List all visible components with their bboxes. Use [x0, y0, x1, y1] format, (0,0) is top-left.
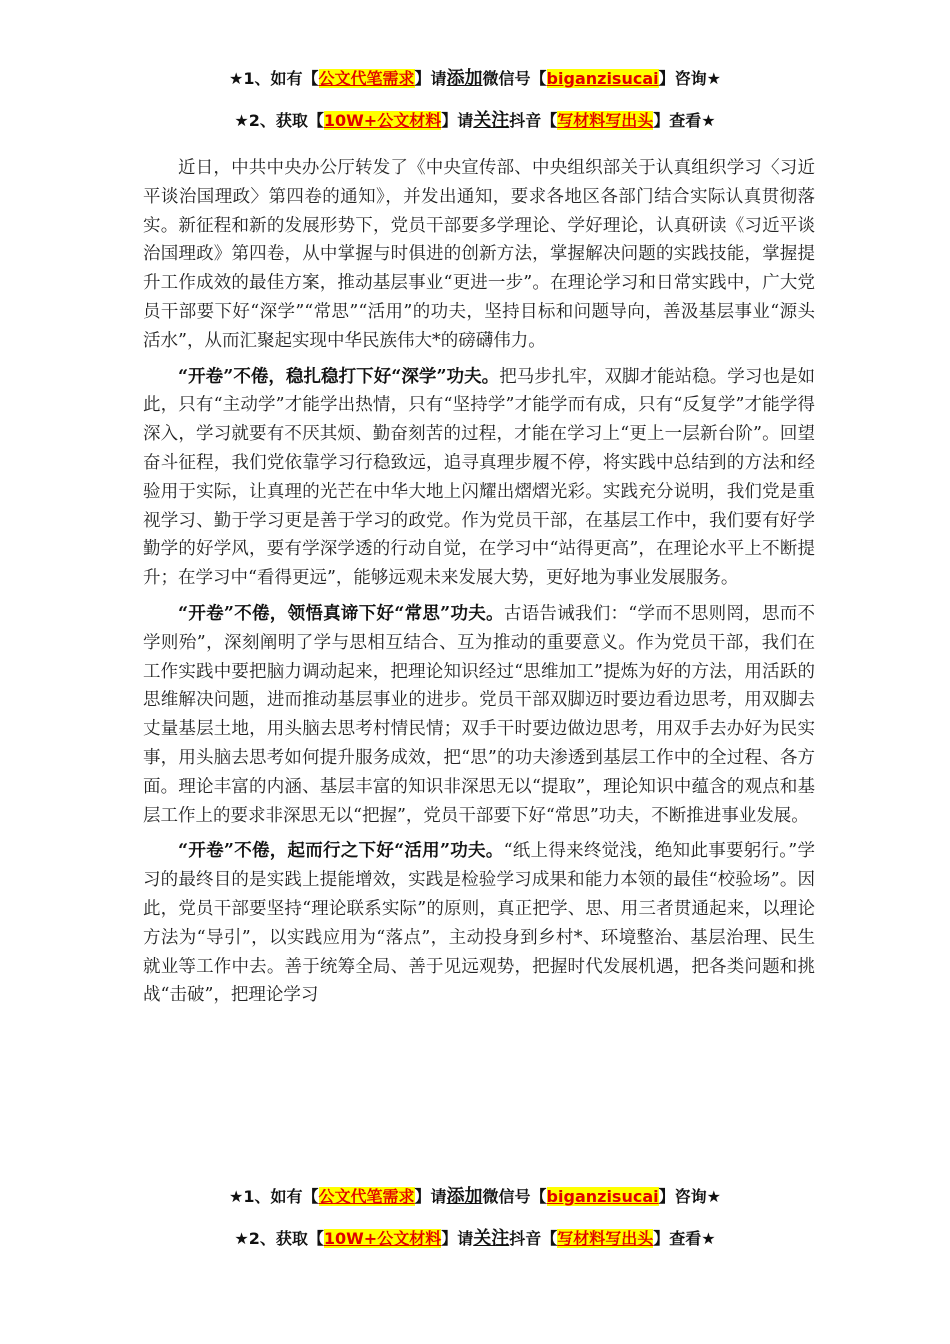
- paragraph-text: 把马步扎牢，双脚才能站稳。学习也是如此，只有“主动学”才能学出热情，只有“坚持学”才能学而有成，只有“反复学”才能学得深入，学习就要有不厌其烦、勤奋刻苦的过程，才能在学习上“更上一层新台阶”。回望奋斗征程，我们党依靠学习行稳致远，追寻真理步履不停，将实践中总结到的方法和经验用于实际，让真理的光芒在中华大地上闪耀出熠熠光彩。实践充分说明，我们党是重视学习、勤于学习更是善于学习的政党。作为党员干部，在基层工作中，我们要有好学勤学的好学风，要有学深学透的行动自觉，在学习中“站得更高”，在理论水平上不断提升；在学习中“看得更远”，能够远观未来发展大势，更好地为事业发展服务。: [143, 366, 815, 589]
- banner-text: 微信号【: [482, 1187, 547, 1206]
- paragraph-lead: “开卷”不倦，起而行之下好“活用”功夫。: [178, 841, 504, 862]
- banner-text: 】请: [414, 69, 447, 88]
- banner-highlight: 公文代笔需求: [318, 69, 415, 88]
- header-banner-line-2: [0, 110, 950, 132]
- paragraph-text: “纸上得来终觉浅，绝知此事要躬行。”学习的最终目的是实践上提能增效，实践是检验学习成果和能力本领的最佳“校验场”。因此，党员干部要坚持“理论联系实际”的原则，真正把学、思、用三者贯通起来，以理论方法为“导引”，以实践应用为“落点”，主动投身到乡村*、环境整治、基层治理、民生就业等工作中去。善于统筹全局、善于见远观势，把握时代发展机遇，把各类问题和挑战“击破”，把理论学习: [143, 841, 815, 1006]
- banner-text: 】咨询★: [658, 69, 721, 88]
- article-body: [143, 154, 815, 1017]
- banner-highlight: 10W+公文材料: [323, 1229, 442, 1248]
- banner-text: 】请: [414, 1187, 447, 1206]
- header-banner-line-1: [0, 68, 950, 90]
- banner-text: 】咨询★: [658, 1187, 721, 1206]
- footer-banner-line-1: [0, 1186, 950, 1208]
- banner-underline: 添加: [446, 1186, 483, 1207]
- banner-text: 】请: [441, 111, 474, 130]
- banner-text: ★1、如有【: [229, 69, 319, 88]
- banner-highlight: 公文代笔需求: [318, 1187, 415, 1206]
- paragraph-flexible-use: [143, 837, 815, 1010]
- banner-underline: 关注: [473, 110, 510, 131]
- banner-text: 】查看★: [653, 111, 716, 130]
- banner-text: ★2、获取【: [234, 111, 324, 130]
- banner-highlight: 写材料写出头: [557, 111, 654, 130]
- banner-text: 微信号【: [482, 69, 547, 88]
- banner-underline: 添加: [446, 68, 483, 89]
- paragraph-text: 近日，中共中央办公厅转发了《中央宣传部、中央组织部关于认真组织学习〈习近平谈治国理政〉第四卷的通知》，并发出通知，要求各地区各部门结合实际认真贯彻落实。新征程和新的发展形势下，党员干部要多学理论、学好理论，认真研读《习近平谈治国理政》第四卷，从中掌握与时俱进的创新方法，掌握解决问题的实践技能，掌握提升工作成效的最佳方案，推动基层事业“更进一步”。在理论学习和日常实践中，广大党员干部要下好“深学”“常思”“活用”的功夫，坚持目标和问题导向，善汲基层事业“源头活水”，从而汇聚起实现中华民族伟大*的磅礴伟力。: [143, 158, 815, 351]
- banner-highlight: 10W+公文材料: [323, 111, 442, 130]
- banner-highlight: biganzisucai: [546, 1187, 659, 1206]
- footer-banner-line-2: [0, 1228, 950, 1250]
- banner-text: 抖音【: [509, 111, 558, 130]
- paragraph-constant-thought: [143, 600, 815, 830]
- banner-highlight: 写材料写出头: [557, 1229, 654, 1248]
- banner-text: 】请: [441, 1229, 474, 1248]
- banner-highlight: biganzisucai: [546, 69, 659, 88]
- paragraph-text: 古语告诫我们：“学而不思则罔，思而不学则殆”，深刻阐明了学与思相互结合、互为推动的重要意义。作为党员干部，我们在工作实践中要把脑力调动起来，把理论知识经过“思维加工”提炼为好的方法，用活跃的思维解决问题，进而推动基层事业的进步。党员干部双脚迈时要边看边思考，用双脚去丈量基层土地，用头脑去思考村情民情；双手干时要边做边思考，用双手去办好为民实事，用头脑去思考如何提升服务成效，把“思”的功夫渗透到基层工作中的全过程、各方面。理论丰富的内涵、基层丰富的知识非深思无以“提取”，理论知识中蕴含的观点和基层工作上的要求非深思无以“把握”，党员干部要下好“常思”功夫，不断推进事业发展。: [143, 603, 815, 826]
- banner-text: 抖音【: [509, 1229, 558, 1248]
- paragraph-deep-study: [143, 363, 815, 593]
- paragraph-lead: “开卷”不倦，稳扎稳打下好“深学”功夫。: [178, 366, 500, 387]
- banner-text: ★2、获取【: [234, 1229, 324, 1248]
- banner-text: ★1、如有【: [229, 1187, 319, 1206]
- paragraph-intro: [143, 154, 815, 356]
- banner-underline: 关注: [473, 1228, 510, 1249]
- banner-text: 】查看★: [653, 1229, 716, 1248]
- paragraph-lead: “开卷”不倦，领悟真谛下好“常思”功夫。: [178, 603, 504, 624]
